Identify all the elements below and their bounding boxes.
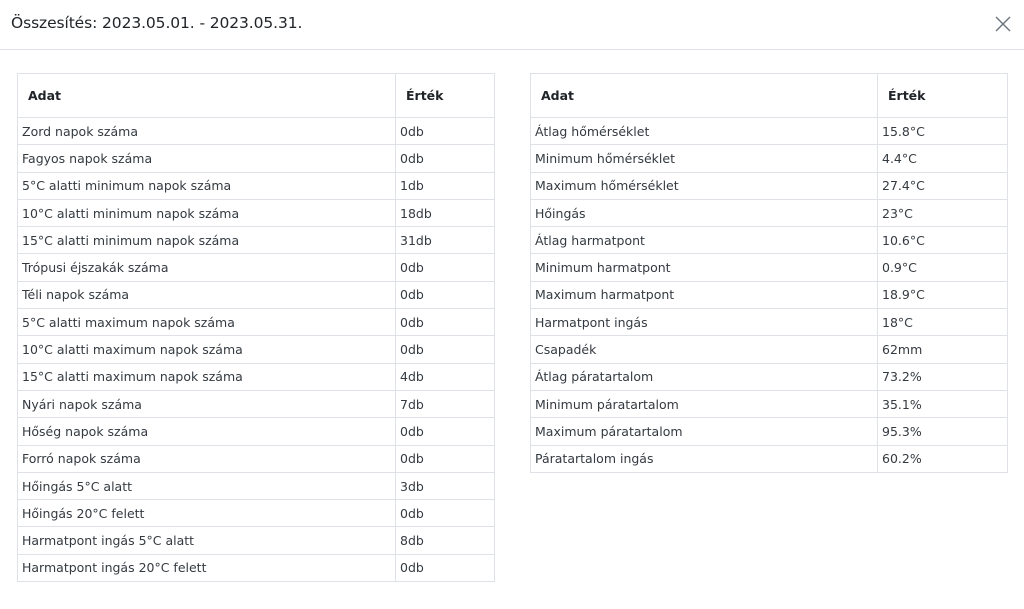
row-value: 0db xyxy=(396,309,495,336)
table-row xyxy=(531,445,1008,472)
row-value: 0db xyxy=(396,281,495,308)
row-value: 18°C xyxy=(878,309,1008,336)
column-header-data: Adat xyxy=(18,74,396,118)
row-label: 15°C alatti minimum napok száma xyxy=(18,227,396,254)
row-value: 35.1% xyxy=(878,390,1008,417)
row-value: 31db xyxy=(396,227,495,254)
row-label: Maximum harmatpont xyxy=(531,281,878,308)
table-row xyxy=(531,309,1008,336)
table-header-row xyxy=(18,74,495,118)
row-label: 5°C alatti maximum napok száma xyxy=(18,309,396,336)
row-value: 3db xyxy=(396,472,495,499)
row-value: 0.9°C xyxy=(878,254,1008,281)
column-header-data: Adat xyxy=(531,74,878,118)
row-value: 95.3% xyxy=(878,418,1008,445)
table-row xyxy=(531,336,1008,363)
row-label: Hőingás xyxy=(531,199,878,226)
table-row xyxy=(531,281,1008,308)
row-value: 4db xyxy=(396,363,495,390)
table-row xyxy=(18,199,495,226)
row-value: 27.4°C xyxy=(878,172,1008,199)
column-header-value: Érték xyxy=(878,74,1008,118)
row-value: 18db xyxy=(396,199,495,226)
row-value: 10.6°C xyxy=(878,227,1008,254)
row-value: 18.9°C xyxy=(878,281,1008,308)
right-table-body xyxy=(531,118,1008,473)
row-label: Átlag harmatpont xyxy=(531,227,878,254)
row-label: 5°C alatti minimum napok száma xyxy=(18,172,396,199)
table-row xyxy=(18,445,495,472)
table-row xyxy=(531,390,1008,417)
row-value: 8db xyxy=(396,527,495,554)
row-value: 0db xyxy=(396,418,495,445)
close-icon xyxy=(990,11,1016,37)
row-label: Harmatpont ingás 5°C alatt xyxy=(18,527,396,554)
table-row xyxy=(18,500,495,527)
row-value: 7db xyxy=(396,390,495,417)
table-row xyxy=(531,145,1008,172)
row-value: 4.4°C xyxy=(878,145,1008,172)
table-row xyxy=(18,390,495,417)
row-label: 10°C alatti maximum napok száma xyxy=(18,336,396,363)
table-row xyxy=(531,418,1008,445)
row-label: Zord napok száma xyxy=(18,118,396,145)
row-value: 60.2% xyxy=(878,445,1008,472)
table-row xyxy=(531,118,1008,145)
row-label: Csapadék xyxy=(531,336,878,363)
row-value: 0db xyxy=(396,145,495,172)
row-value: 0db xyxy=(396,445,495,472)
row-label: Nyári napok száma xyxy=(18,390,396,417)
modal-title: Összesítés: 2023.05.01. - 2023.05.31. xyxy=(11,14,303,32)
table-header-row xyxy=(531,74,1008,118)
table-row xyxy=(531,172,1008,199)
row-label: Harmatpont ingás xyxy=(531,309,878,336)
row-value: 73.2% xyxy=(878,363,1008,390)
table-row xyxy=(531,227,1008,254)
table-row xyxy=(531,199,1008,226)
row-value: 0db xyxy=(396,500,495,527)
row-label: Hőingás 5°C alatt xyxy=(18,472,396,499)
table-row xyxy=(18,281,495,308)
row-label: Minimum páratartalom xyxy=(531,390,878,417)
table-row xyxy=(18,227,495,254)
row-label: Maximum páratartalom xyxy=(531,418,878,445)
table-row xyxy=(18,418,495,445)
row-label: Minimum harmatpont xyxy=(531,254,878,281)
row-label: Páratartalom ingás xyxy=(531,445,878,472)
row-label: Harmatpont ingás 20°C felett xyxy=(18,554,396,581)
left-table-body xyxy=(18,118,495,582)
row-label: Hőség napok száma xyxy=(18,418,396,445)
row-label: Hőingás 20°C felett xyxy=(18,500,396,527)
row-label: Átlag hőmérséklet xyxy=(531,118,878,145)
modal-header xyxy=(0,0,1024,50)
table-row xyxy=(18,309,495,336)
row-value: 1db xyxy=(396,172,495,199)
row-label: 10°C alatti minimum napok száma xyxy=(18,199,396,226)
column-header-value: Érték xyxy=(396,74,495,118)
table-row xyxy=(18,472,495,499)
right-summary-table xyxy=(530,73,1008,473)
row-value: 0db xyxy=(396,554,495,581)
table-row xyxy=(18,118,495,145)
row-label: Trópusi éjszakák száma xyxy=(18,254,396,281)
row-label: Forró napok száma xyxy=(18,445,396,472)
row-label: 15°C alatti maximum napok száma xyxy=(18,363,396,390)
row-value: 23°C xyxy=(878,199,1008,226)
row-value: 0db xyxy=(396,254,495,281)
table-row xyxy=(18,172,495,199)
row-label: Fagyos napok száma xyxy=(18,145,396,172)
table-row xyxy=(18,554,495,581)
table-row xyxy=(18,145,495,172)
row-value: 15.8°C xyxy=(878,118,1008,145)
left-summary-table xyxy=(17,73,495,582)
table-row xyxy=(18,254,495,281)
row-label: Maximum hőmérséklet xyxy=(531,172,878,199)
table-row xyxy=(18,527,495,554)
row-value: 62mm xyxy=(878,336,1008,363)
table-row xyxy=(531,254,1008,281)
close-button[interactable] xyxy=(990,11,1016,37)
row-value: 0db xyxy=(396,118,495,145)
row-label: Átlag páratartalom xyxy=(531,363,878,390)
table-row xyxy=(18,336,495,363)
table-row xyxy=(18,363,495,390)
table-row xyxy=(531,363,1008,390)
row-label: Minimum hőmérséklet xyxy=(531,145,878,172)
row-value: 0db xyxy=(396,336,495,363)
row-label: Téli napok száma xyxy=(18,281,396,308)
